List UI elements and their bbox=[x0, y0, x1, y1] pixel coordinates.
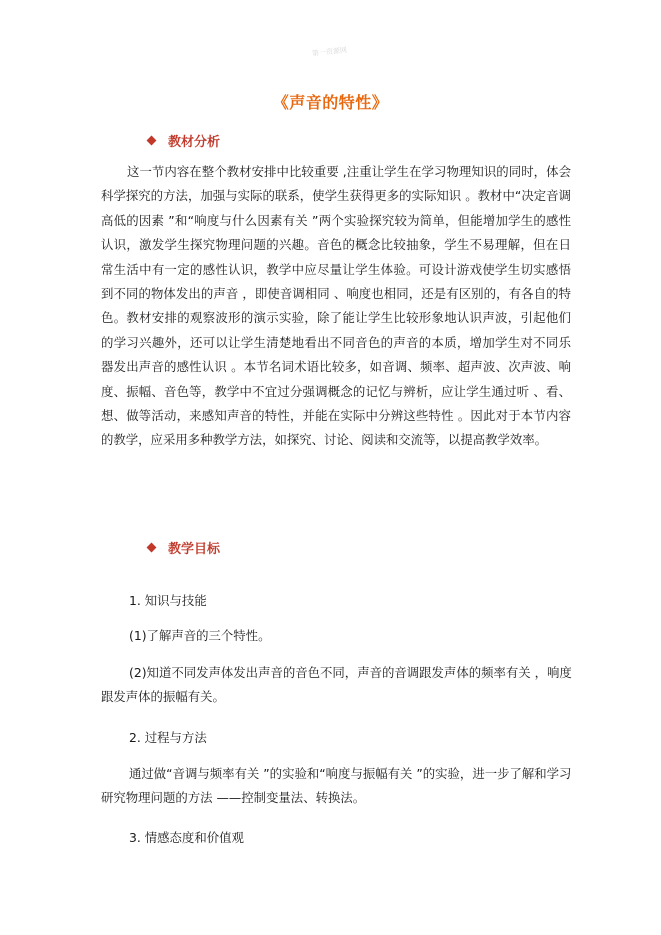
goal-subitem-2: (2)知道不同发声体发出声音的音色不同，声音的音调跟发声体的频率有关 ，响度跟发声体的振幅有关。 bbox=[101, 665, 572, 704]
goal-item-knowledge-skills: 1. 知识与技能 bbox=[129, 593, 207, 608]
section-heading-textbook-analysis bbox=[148, 131, 220, 150]
document-title: 《声音的特性》 bbox=[272, 93, 389, 112]
textbook-analysis-paragraph: 这一节内容在整个教材安排中比较重要 ,注重让学生在学习物理知识的同时，体会科学探究的方法，加强与实际的联系，使学生获得更多的实际知识 。教材中“决定音调高低的因素 ”和“响度与什么因素有关 ”两个实验探究较为简单，但能增加学生的感性认识，激发学生探究物理问题的兴趣。音色的概念比较抽象，学生不易理解，但在日常生活中有一定的感性认识，教学中应尽量让学生体验。可设计游戏使学生切实感悟到不同的物体发出的声音 ，即使音调相同 、响度也相同，还是有区别的，有各自的特色。教材安排的观察波形的演示实验，除了能让学生比较形象地认识声波，引起他们的学习兴趣外，还可以让学生清楚地看出不同音色的声音的本质，增加学生对不同乐器发出声音的感性认识 。本节名词术语比较多，如音调、频率、超声波、次声波、响度、振幅、音色等，教学中不宜过分强调概念的记忆与辨析，应让学生通过听 、看、想、做等活动，来感知声音的特性，并能在实际中分辨这些特性 。因此对于本节内容的教学，应采用多种教学方法，如探究、讨论、阅读和交流等，以提高教学效率。 bbox=[101, 164, 571, 448]
goal-item-attitude-values: 3. 情感态度和价值观 bbox=[129, 830, 244, 845]
watermark-text: 第一资源网 bbox=[311, 46, 348, 58]
goal-item-process-methods-body: 通过做“音调与频率有关 ”的实验和“响度与振幅有关 ”的实验，进一步了解和学习研究物理问题的方法 ——控制变量法、转换法。 bbox=[101, 766, 572, 805]
section-heading-teaching-goals bbox=[148, 538, 220, 557]
section-heading-label: 教材分析 bbox=[168, 135, 221, 150]
diamond-bullet-icon bbox=[147, 543, 157, 553]
diamond-bullet-icon bbox=[147, 136, 157, 146]
goal-subitem-1: (1)了解声音的三个特性。 bbox=[129, 628, 271, 643]
section-heading-label: 教学目标 bbox=[168, 542, 221, 557]
goal-item-process-methods: 2. 过程与方法 bbox=[129, 730, 207, 745]
